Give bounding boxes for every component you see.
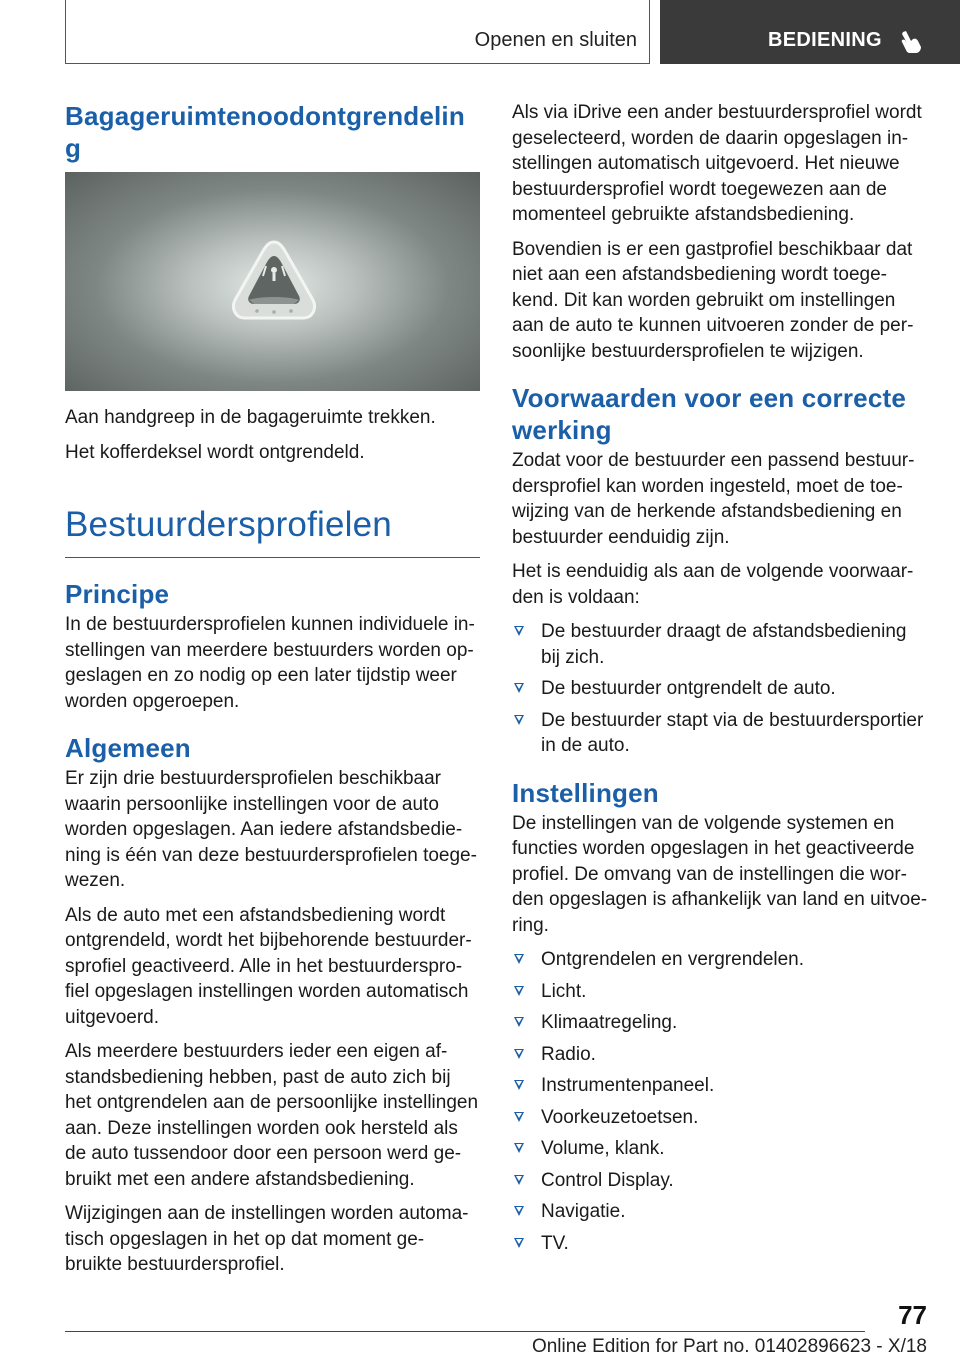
trunk-text-2: Het kofferdeksel wordt ontgrendeld. [65,441,365,463]
algemeen-text-1: Er zijn drie bestuurdersprofielen beschikbaar waarin persoonlijke instellingen voor de auto worden opgeslagen. Aan iedere afstandsbedie- ning is één van deze bestuurdersprofielen toege- wezen. [65,768,477,891]
list-item: De bestuurder ontgrendelt de auto. [512,676,930,702]
list-item: Klimaatregeling. [512,1010,930,1036]
list-item: Ontgrendelen en vergrendelen. [512,947,930,973]
triangle-bullet-icon [514,1017,524,1027]
trunk-text-1: Aan handgreep in de bagageruimte trekken. [65,407,436,428]
list-item: Navigatie. [512,1199,930,1225]
triangle-bullet-icon [514,1206,524,1216]
list-item: De bestuurder draagt de afstandsbediening bij zich. [512,619,930,670]
heading-voorwaarden: Voorwaarden voor een correcte werking [512,383,907,445]
triangle-bullet-icon [514,1143,524,1153]
triangle-bullet-icon [514,1175,524,1185]
voorwaarden-text-2: Het is eenduidig als aan de volgende voorwaar- den is voldaan: [512,561,914,608]
principe-text: In de bestuurdersprofielen kunnen individuele in- stellingen van meerdere bestuurders worden op- geslagen en zo nodig op een later tijdstip weer worden opgeroepen. [65,614,475,712]
list-item: Volume, klank. [512,1136,930,1162]
triangle-bullet-icon [514,626,524,636]
trunk-release-figure [65,172,480,391]
header-section-title: Openen en sluiten [474,29,637,51]
settings-list [512,947,930,1256]
list-item: Instrumentenpaneel. [512,1073,930,1099]
header-chapter-box [660,0,960,64]
triangle-bullet-icon [514,954,524,964]
list-item: TV. [512,1231,930,1257]
list-item: Radio. [512,1042,930,1068]
heading-instellingen: Instellingen [512,777,659,808]
trunk-release-handle-icon [229,238,319,326]
list-item: De bestuurder stapt via de bestuurdersportier in de auto. [512,708,930,759]
footer-edition: Online Edition for Part no. 01402896623 - X/18 [531,1336,927,1357]
conditions-list [512,619,930,759]
guest-profile-text: Bovendien is er een gastprofiel beschikbaar dat niet aan een afstandsbediening wordt toege- kend. Dit kan worden gebruikt om instellingen aan de auto te kunnen uitvoeren zonder de per- soonlijke bestuurdersprofielen te wijzigen. [512,238,914,362]
list-item: Voorkeuzetoetsen. [512,1105,930,1131]
chapter-title-wrap [65,503,480,558]
triangle-bullet-icon [514,1049,524,1059]
triangle-bullet-icon [514,683,524,693]
voorwaarden-text-1: Zodat voor de bestuurder een passend bestuur- dersprofiel kan worden ingesteld, moet de toe- wijzing van de herkende afstandsbediening en bestuurder eenduidig zijn. [512,450,915,548]
heading-algemeen: Algemeen [65,733,191,763]
list-item: Control Display. [512,1168,930,1194]
footer-divider [65,1331,865,1332]
left-column [65,100,480,1287]
right-column [512,100,930,1265]
triangle-bullet-icon [514,1080,524,1090]
algemeen-text-3: Als meerdere bestuurders ieder een eigen af- standsbediening hebben, past de auto zich bij het ontgrendelen aan de persoonlijke instellingen aan. Deze instellingen worden ook hersteld als de auto tussendoor door een persoon werd ge- bruikt met een andere afstandsbediening. [65,1041,479,1190]
instellingen-text: De instellingen van de volgende systemen en functies worden opgeslagen in het geactiveerde profiel. De omvang van de instellingen die wor- den opgeslagen is afhankelijk van land en uitvoe- ring. [512,812,928,936]
triangle-bullet-icon [514,986,524,996]
header-chapter-title: BEDIENING [768,29,882,51]
chapter-title: Bestuurdersprofielen [65,505,392,544]
list-item: Licht. [512,979,930,1005]
heading-principe: Principe [65,579,170,609]
algemeen-text-2: Als de auto met een afstandsbediening wordt ontgrendeld, wordt het bijbehorende bestuurder- sprofiel geactiveerd. Alle in het bestuurderspro- fiel opgeslagen instellingen worden automatisch uitgevoerd. [65,904,472,1028]
triangle-bullet-icon [514,1112,524,1122]
algemeen-text-4: Wijzigingen aan de instellingen worden automa- tisch opgeslagen in het op dat moment ge- bruikte bestuurdersprofiel. [65,1203,469,1275]
header-section-box [65,0,650,64]
page-number: 77 [898,1300,927,1330]
pointing-hand-icon [897,28,923,54]
triangle-bullet-icon [514,1238,524,1248]
idrive-text: Als via iDrive een ander bestuurdersprofiel wordt geselecteerd, worden de daarin opgeslagen in- stellingen automatisch uitgevoerd. Het nieuwe bestuurdersprofiel wordt toegewezen aan de momenteel gebruikte afstandsbediening. [512,102,922,225]
triangle-bullet-icon [514,715,524,725]
heading-trunk-release: Bagageruimtenoodontgrendelin g [65,101,465,163]
